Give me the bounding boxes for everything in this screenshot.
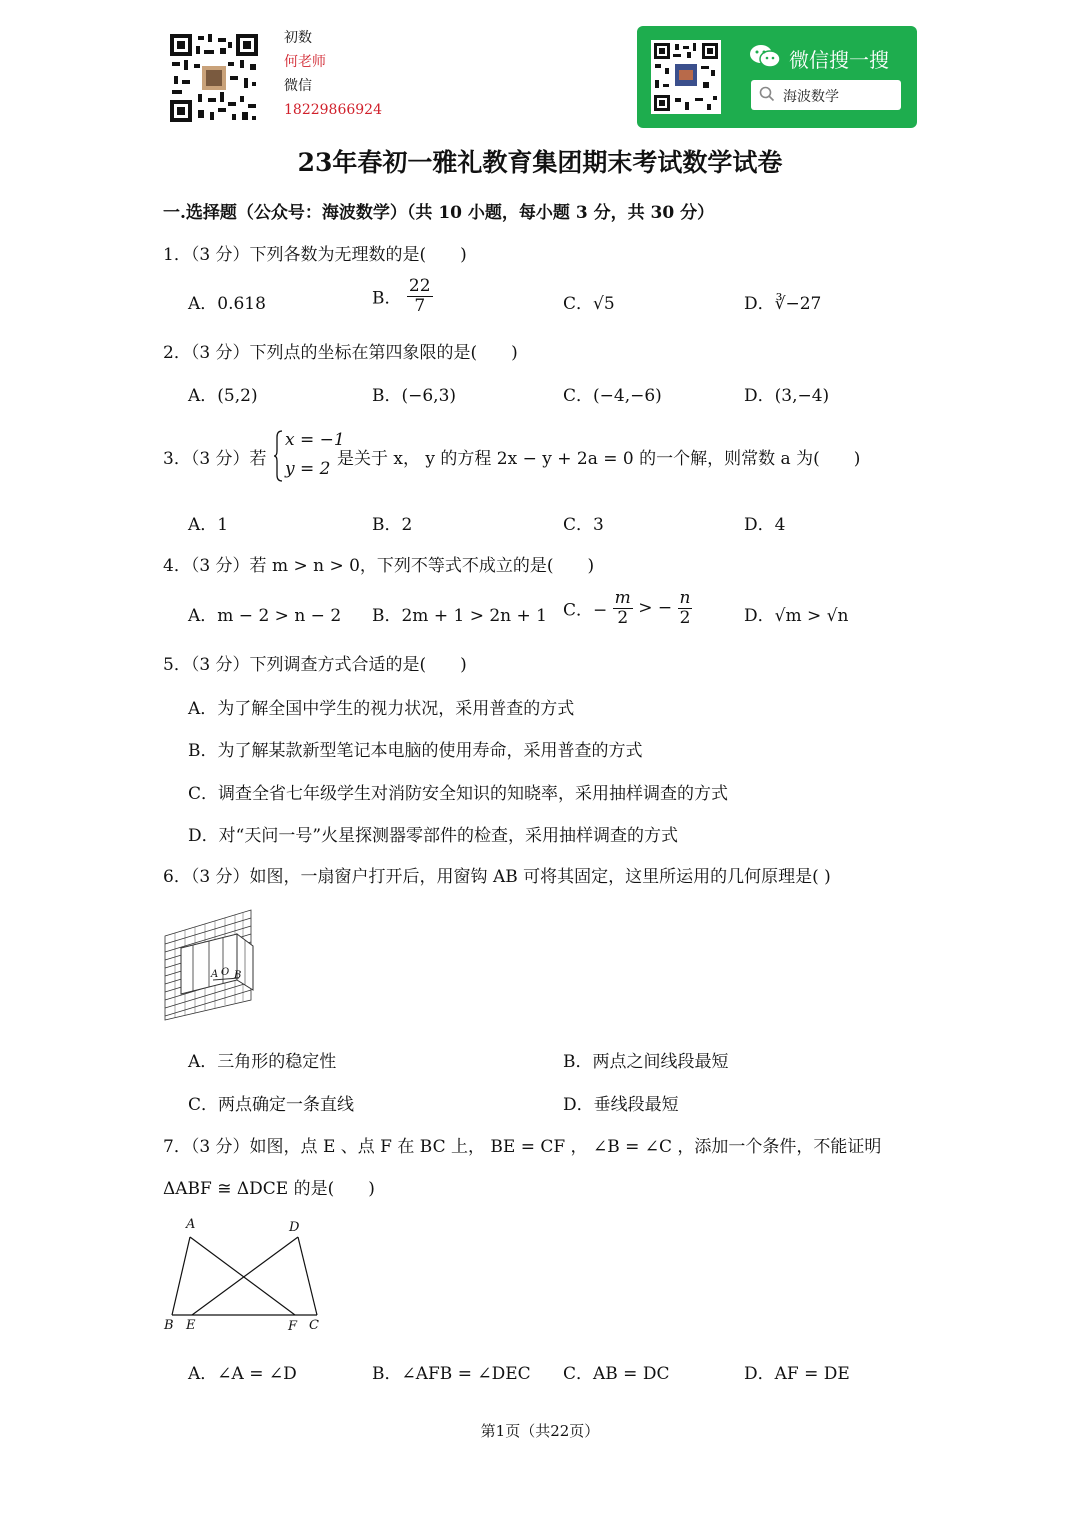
question-4-option-c: [563, 589, 692, 627]
question-4-fraction-m: [613, 589, 633, 627]
question-7-option-c: C．AB = DC: [563, 1364, 670, 1384]
figure-label-d: D: [289, 1220, 300, 1235]
question-2-option-d: D．(3,−4): [744, 386, 830, 406]
figure-label-a: A: [186, 1217, 196, 1232]
contact-subject: 初数: [284, 30, 312, 46]
question-1-fraction: [407, 277, 433, 315]
contact-info: [284, 26, 382, 122]
fraction-numerator: 22: [408, 276, 431, 296]
fraction-denominator: 2: [679, 607, 691, 628]
question-4-fraction-n: [678, 589, 693, 627]
question-3-option-d: D．4: [744, 515, 786, 535]
question-2-option-b: B．(−6,3): [372, 386, 457, 406]
contact-phone: 18229866924: [284, 102, 382, 118]
window-figure-label-b: B: [234, 970, 242, 981]
page-number: 第1页（共22页）: [480, 1422, 600, 1440]
window-figure-label-a: A: [211, 969, 219, 980]
section-heading: 一.选择题（公众号：海波数学）（共 10 小题，每小题 3 分，共 30 分）: [163, 203, 715, 223]
figure-label-e: E: [186, 1318, 196, 1333]
fraction-denominator: 7: [414, 295, 426, 316]
contact-name: 何老师: [284, 54, 326, 70]
question-4-option-d: D．√m > √n: [744, 606, 849, 626]
figure-label-f: F: [288, 1319, 298, 1334]
question-6-option-b: B．两点之间线段最短: [563, 1052, 729, 1072]
question-2-option-c: C．(−4,−6): [563, 386, 662, 406]
window-figure-label-o: O: [221, 967, 230, 978]
question-5-option-a: A．为了解全国中学生的视力状况，采用普查的方式: [188, 699, 575, 719]
question-1-stem: 1．（3 分）下列各数为无理数的是( ): [163, 245, 467, 265]
question-4-stem: 4．（3 分）若 m > n > 0，下列不等式不成立的是( ): [163, 556, 595, 576]
exam-title: 23年春初一雅礼教育集团期末考试数学试卷: [297, 148, 783, 177]
wechat-search-icon: [749, 42, 781, 74]
contact-wechat-label: 微信: [284, 78, 312, 94]
wechat-search-box[interactable]: [751, 80, 901, 110]
wechat-search-title: 微信搜一搜: [789, 48, 889, 72]
question-6-option-d: D．垂线段最短: [563, 1095, 679, 1115]
qr-code-right-graphic: [651, 40, 721, 114]
question-7-option-b: B．∠AFB = ∠DEC: [372, 1364, 531, 1384]
window-figure-graphic: [163, 908, 258, 1023]
question-4-option-c-middle: > −: [638, 598, 673, 619]
qr-code-left: [168, 32, 260, 124]
question-1-option-c: C．√5: [563, 294, 615, 314]
figure-label-c: C: [309, 1318, 319, 1333]
question-7-option-a: A．∠A = ∠D: [188, 1364, 297, 1384]
equation-system-row-1: x = −1: [285, 430, 345, 450]
qr-code-left-graphic: [168, 32, 260, 124]
question-6-option-c: C．两点确定一条直线: [188, 1095, 355, 1115]
triangle-figure: [160, 1215, 330, 1340]
question-4-option-a: A．m − 2 > n − 2: [188, 606, 342, 626]
question-1-option-b: [372, 277, 433, 315]
fraction-numerator: m: [614, 588, 631, 608]
question-4-option-b: B．2m + 1 > 2n + 1: [372, 606, 547, 626]
question-3-prefix: 3．（3 分）若: [163, 449, 267, 469]
question-3-option-b: B．2: [372, 515, 413, 535]
figure-label-b: B: [164, 1318, 174, 1333]
question-5-option-b: B．为了解某款新型笔记本电脑的使用寿命，采用普查的方式: [188, 741, 643, 761]
question-3-option-a: A．1: [188, 515, 229, 535]
fraction-denominator: 2: [617, 607, 629, 628]
qr-code-right: [651, 40, 721, 114]
question-3-option-c: C．3: [563, 515, 604, 535]
fraction-numerator: n: [679, 588, 691, 608]
question-5-option-c: C．调查全省七年级学生对消防安全知识的知晓率，采用抽样调查的方式: [188, 784, 729, 804]
question-5-option-d: D．对“天问一号”火星探测器零部件的检查，采用抽样调查的方式: [188, 826, 679, 846]
window-figure: [163, 908, 258, 1023]
magnifier-icon: [759, 86, 775, 106]
question-7-stem-line-2: ΔABF ≅ ΔDCE 的是( ): [163, 1179, 375, 1199]
question-1-option-a: A．0.618: [188, 294, 266, 314]
equation-system-row-2: y = 2: [285, 459, 331, 479]
question-6-option-a: A．三角形的稳定性: [188, 1052, 337, 1072]
question-1-option-b-label: B．: [372, 288, 402, 309]
equation-system-brace: [273, 429, 283, 488]
question-6-stem: 6．（3 分）如图，一扇窗户打开后，用窗钩 AB 可将其固定，这里所运用的几何原理是( ): [163, 867, 831, 887]
question-2-stem: 2．（3 分）下列点的坐标在第四象限的是( ): [163, 343, 518, 363]
question-3-suffix: 是关于 x， y 的方程 2x − y + 2a = 0 的一个解，则常数 a 为( ): [337, 449, 861, 469]
question-5-stem: 5．（3 分）下列调查方式合适的是( ): [163, 655, 467, 675]
question-2-option-a: A．(5,2): [188, 386, 258, 406]
question-4-option-c-label: C．−: [563, 600, 608, 621]
question-7-option-d: D．AF = DE: [744, 1364, 850, 1384]
question-1-option-d: D．∛−27: [744, 294, 822, 314]
wechat-search-keyword: 海波数学: [783, 89, 839, 105]
question-7-stem-line-1: 7．（3 分）如图，点 E 、点 F 在 BC 上， BE = CF ， ∠B = ∠C ，添加一个条件，不能证明: [163, 1137, 882, 1157]
wechat-search-banner: [637, 26, 917, 128]
